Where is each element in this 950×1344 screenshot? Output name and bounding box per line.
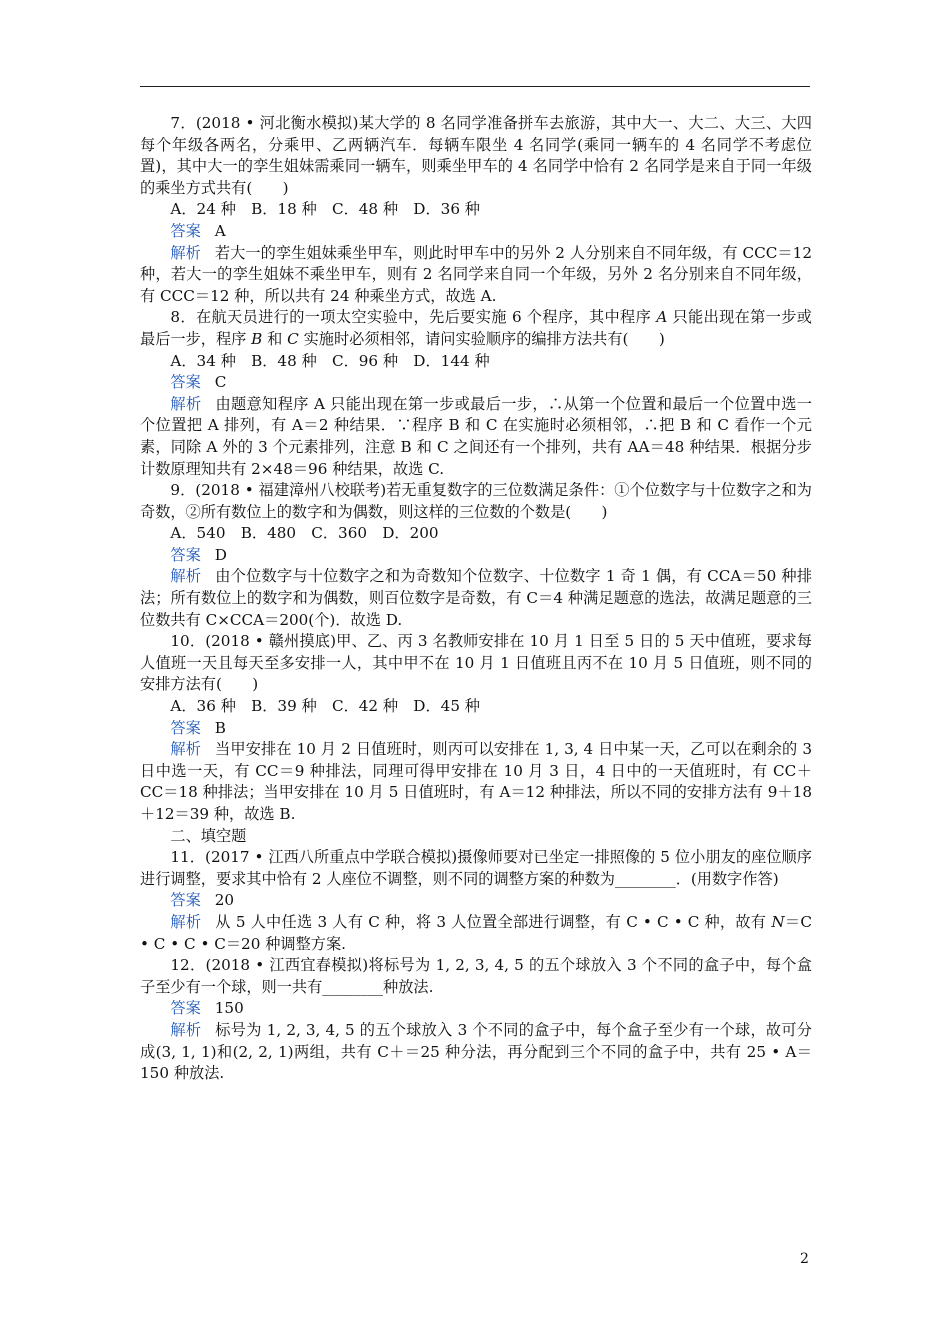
q7-analysis <box>140 243 812 308</box>
answer-value: 150 <box>214 999 244 1018</box>
q10-answer <box>140 718 812 740</box>
q8-answer <box>140 372 812 394</box>
analysis-text: 由个位数字与十位数字之和为奇数知个位数字、十位数字 1 奇 1 偶，有 CCA＝50 种排法；所有数位上的数字和为偶数，则百位数字是奇数，有 C＝4 种满足题意的选法，故满足题意的三位数共有 C×CCA＝200(个)．故选 D. <box>140 567 813 629</box>
analysis-label: 解析 <box>170 912 202 931</box>
answer-value: A <box>214 221 226 240</box>
analysis-text: 若大一的孪生姐妹乘坐甲车，则此时甲车中的另外 2 人分别来自不同年级，有 CCC＝12 种，若大一的孪生姐妹不乘坐甲车，则有 2 名同学来自同一个年级，另外 2 名分别来自不同年级，有 CCC＝12 种，所以共有 24 种乘坐方式，故选 A. <box>140 243 813 305</box>
q7-options: A．24 种 B．18 种 C．48 种 D．36 种 <box>170 200 480 219</box>
analysis-label: 解析 <box>170 1020 202 1039</box>
analysis-text: 从 5 人中任选 3 人有 C 种，将 3 人位置全部进行调整，有 C • C • C 种，故有 <box>215 912 772 931</box>
answer-value: D <box>214 545 227 564</box>
q8-options: A．34 种 B．48 种 C．96 种 D．144 种 <box>170 351 490 370</box>
answer-label: 答案 <box>170 999 201 1018</box>
q9-options: A．540 B．480 C．360 D．200 <box>170 524 439 543</box>
variable: N <box>771 912 785 931</box>
analysis-text: ＝C • C • C • C＝20 种调整方案. <box>140 912 812 953</box>
text-run: 只能出现在第一步或最后一步，程序 <box>140 308 812 348</box>
answer-label: 答案 <box>170 373 201 392</box>
q7-answer <box>140 221 812 243</box>
q11-stem: 11．(2017 • 江西八所重点中学联合模拟)摄像师要对已坐定一排照像的 5 位小朋友的座位顺序进行调整，要求其中恰有 2 人座位不调整，则不同的调整方案的种数为________．(用数字作答) <box>140 848 812 888</box>
q11-analysis <box>140 912 812 955</box>
answer-label: 答案 <box>170 221 201 240</box>
q10-analysis <box>140 739 812 825</box>
answer-label: 答案 <box>170 718 201 737</box>
text-run: 8．在航天员进行的一项太空实验中，先后要实施 6 个程序，其中程序 <box>170 308 657 327</box>
text-run: 和 <box>262 329 288 348</box>
q10-stem: 10．(2018 • 赣州摸底)甲、乙、丙 3 名教师安排在 10 月 1 日至 5 日的 5 天中值班，要求每人值班一天且每天至多安排一人，其中甲不在 10 月 1 日值班且丙不在 10 月 5 日值班，则不同的安排方法有( ) <box>140 632 812 694</box>
variable: A <box>656 308 668 327</box>
q10-options: A．36 种 B．39 种 C．42 种 D．45 种 <box>170 697 480 716</box>
variable: B <box>251 329 263 348</box>
answer-label: 答案 <box>170 545 201 564</box>
q9-answer <box>140 545 812 567</box>
q12-answer <box>140 998 812 1020</box>
q12-stem: 12．(2018 • 江西宜春模拟)将标号为 1, 2, 3, 4, 5 的五个球放入 3 个不同的盒子中，每个盒子至少有一个球，则一共有________种放法. <box>140 956 812 996</box>
header-rule <box>140 86 810 87</box>
analysis-label: 解析 <box>170 567 202 586</box>
q7-stem: 7．(2018 • 河北衡水模拟)某大学的 8 名同学准备拼车去旅游，其中大一、大二、大三、大四每个年级各两名，分乘甲、乙两辆汽车．每辆车限坐 4 名同学(乘同一辆车的 4 名同学不考虑位置)，其中大一的孪生姐妹需乘同一辆车，则乘坐甲车的 4 名同学中恰有 2 名同学是来自于同一年级的乘坐方式共有( ) <box>140 114 812 197</box>
q9-stem: 9．(2018 • 福建漳州八校联考)若无重复数字的三位数满足条件：①个位数字与十位数字之和为奇数，②所有数位上的数字和为偶数，则这样的三位数的个数是( ) <box>140 481 812 521</box>
q11-answer <box>140 890 812 912</box>
analysis-text: 当甲安排在 10 月 2 日值班时，则丙可以安排在 1, 3, 4 日中某一天，乙可以在剩余的 3 日中选一天，有 CC＝9 种排法，同理可得甲安排在 10 月 3 日，4 日中的一天值班时，有 CC＋CC＝18 种排法；当甲安排在 10 月 5 日值班时，有 A＝12 种排法，所以不同的安排方法有 9＋18＋12＝39 种，故选 B. <box>140 740 813 823</box>
variable: C <box>287 329 299 348</box>
analysis-text: 由题意知程序 A 只能出现在第一步或最后一步，∴从第一个位置和最后一个位置中选一个位置把 A 排列，有 A＝2 种结果．∵程序 B 和 C 在实施时必须相邻，∴把 B 和 C 看作一个元素，同除 A 外的 3 个元素排列，注意 B 和 C 之间还有一个排列，共有 AA＝48 种结果．根据分步计数原理知共有 2×48＝96 种结果，故选 C. <box>140 394 812 478</box>
q9-analysis <box>140 566 812 631</box>
page-content <box>140 113 812 1085</box>
answer-value: C <box>214 373 227 392</box>
analysis-label: 解析 <box>170 243 201 262</box>
q8-stem <box>140 307 812 350</box>
answer-label: 答案 <box>170 891 201 910</box>
answer-value: 20 <box>214 891 235 910</box>
analysis-label: 解析 <box>170 394 202 413</box>
q12-analysis <box>140 1020 812 1085</box>
section-heading: 二、填空题 <box>170 826 247 845</box>
q8-analysis <box>140 394 812 480</box>
page-number: 2 <box>800 1251 809 1267</box>
analysis-text: 标号为 1, 2, 3, 4, 5 的五个球放入 3 个不同的盒子中，每个盒子至少有一个球，故可分成(3, 1, 1)和(2, 2, 1)两组，共有 C＋＝25 种分法，再分配到三个不同的盒子中，共有 25 • A＝150 种放法. <box>140 1020 812 1083</box>
analysis-label: 解析 <box>170 740 202 759</box>
text-run: 实施时必须相邻，请问实验顺序的编排方法共有( ) <box>298 329 665 348</box>
answer-value: B <box>214 718 226 737</box>
